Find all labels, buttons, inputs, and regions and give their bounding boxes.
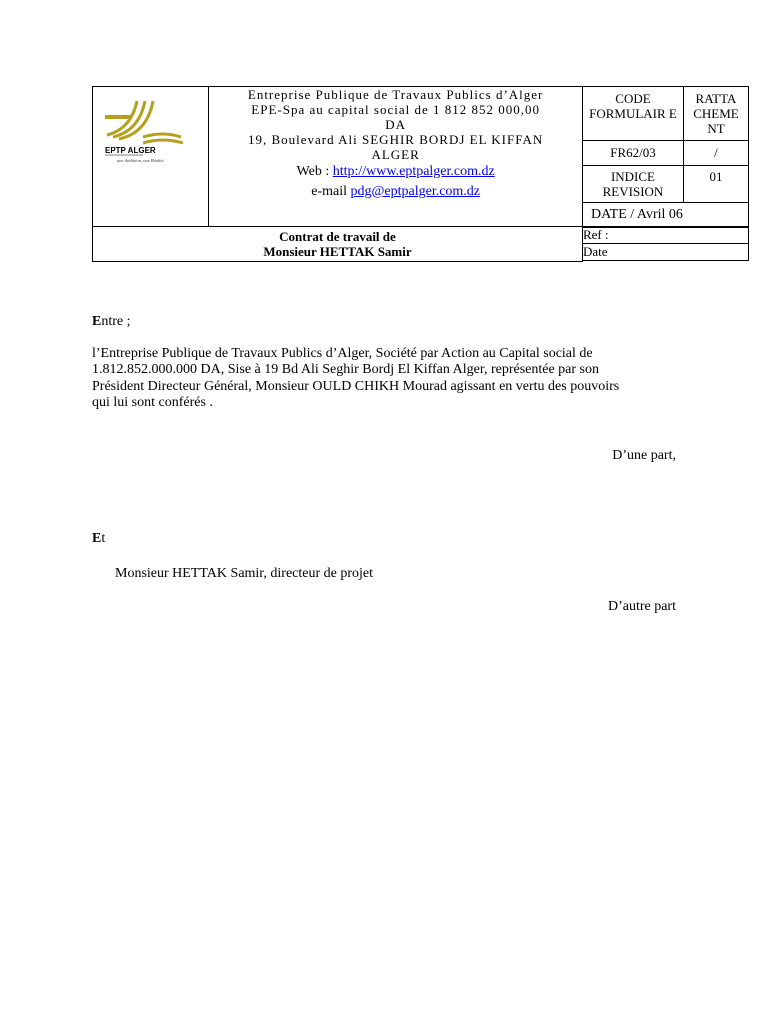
company-info-cell <box>209 87 583 227</box>
ref-cell: Ref : <box>582 226 748 243</box>
company-line-2: EPE-Spa au capital social de 1 812 852 000,00 <box>251 102 540 117</box>
monsieur-line: Monsieur HETTAK Samir, directeur de projet <box>115 566 374 581</box>
ref-date-group <box>582 227 749 262</box>
web-link[interactable]: http://www.eptpalger.com.dz <box>332 164 495 179</box>
code-cell-group <box>582 87 749 227</box>
paragraph-line-1: l’Entreprise Publique de Travaux Publics d’Alger, Société par Action au Capital social de <box>92 346 593 361</box>
date-label-cell: Date <box>582 243 748 260</box>
company-line-5: ALGER <box>371 147 420 162</box>
header-table <box>92 86 750 262</box>
entre-line <box>92 314 131 330</box>
entre-initial: E <box>92 314 102 329</box>
contract-title-cell <box>93 227 583 262</box>
logo-cell <box>93 87 209 227</box>
autre-part: D’autre part <box>607 599 676 614</box>
indice-revision-label: INDICE REVISION <box>582 165 683 202</box>
email-line <box>209 182 582 202</box>
email-label: e-mail <box>311 184 351 199</box>
date-cell: DATE / Avril 06 <box>582 202 748 227</box>
company-line-4: 19, Boulevard Ali SEGHIR BORDJ EL KIFFAN <box>247 132 544 147</box>
party-one-paragraph <box>92 346 692 412</box>
code-value: FR62/03 <box>582 140 683 165</box>
et-line <box>92 531 105 547</box>
paragraph-line-3: Président Directeur Général, Monsieur OULD CHIKH Mourad agissant en vertu des pouvoirs <box>92 378 620 394</box>
web-line <box>209 162 582 182</box>
code-formulaire-label: CODE FORMULAIR E <box>582 86 683 140</box>
eptp-logo <box>103 93 187 163</box>
company-line-3: DA <box>385 117 407 132</box>
web-label: Web : <box>296 164 333 179</box>
une-part: D’une part, <box>612 448 676 463</box>
indice-value: 01 <box>683 165 748 202</box>
contract-title-line-1: Contrat de travail de <box>279 229 396 244</box>
company-line-1: Entreprise Publique de Travaux Publics d’Alger <box>247 87 544 102</box>
rattachement-label: RATTA CHEME NT <box>683 86 748 140</box>
svg-text:EPTP ALGER: EPTP ALGER <box>105 146 156 155</box>
et-rest: t <box>101 531 106 546</box>
svg-text:une Ambition, une Réalité: une Ambition, une Réalité <box>117 158 164 163</box>
entre-rest: ntre ; <box>101 314 131 329</box>
email-link[interactable]: pdg@eptpalger.com.dz <box>350 184 481 199</box>
paragraph-line-2: 1.812.852.000.000 DA, Sise à 19 Bd Ali Seghir Bordj El Kiffan Alger, représentée par son <box>92 362 599 378</box>
rattachement-value: / <box>683 140 748 165</box>
paragraph-line-4: qui lui sont conférés . <box>92 395 213 411</box>
et-initial: E <box>92 531 102 546</box>
contract-title-line-2: Monsieur HETTAK Samir <box>263 244 412 259</box>
